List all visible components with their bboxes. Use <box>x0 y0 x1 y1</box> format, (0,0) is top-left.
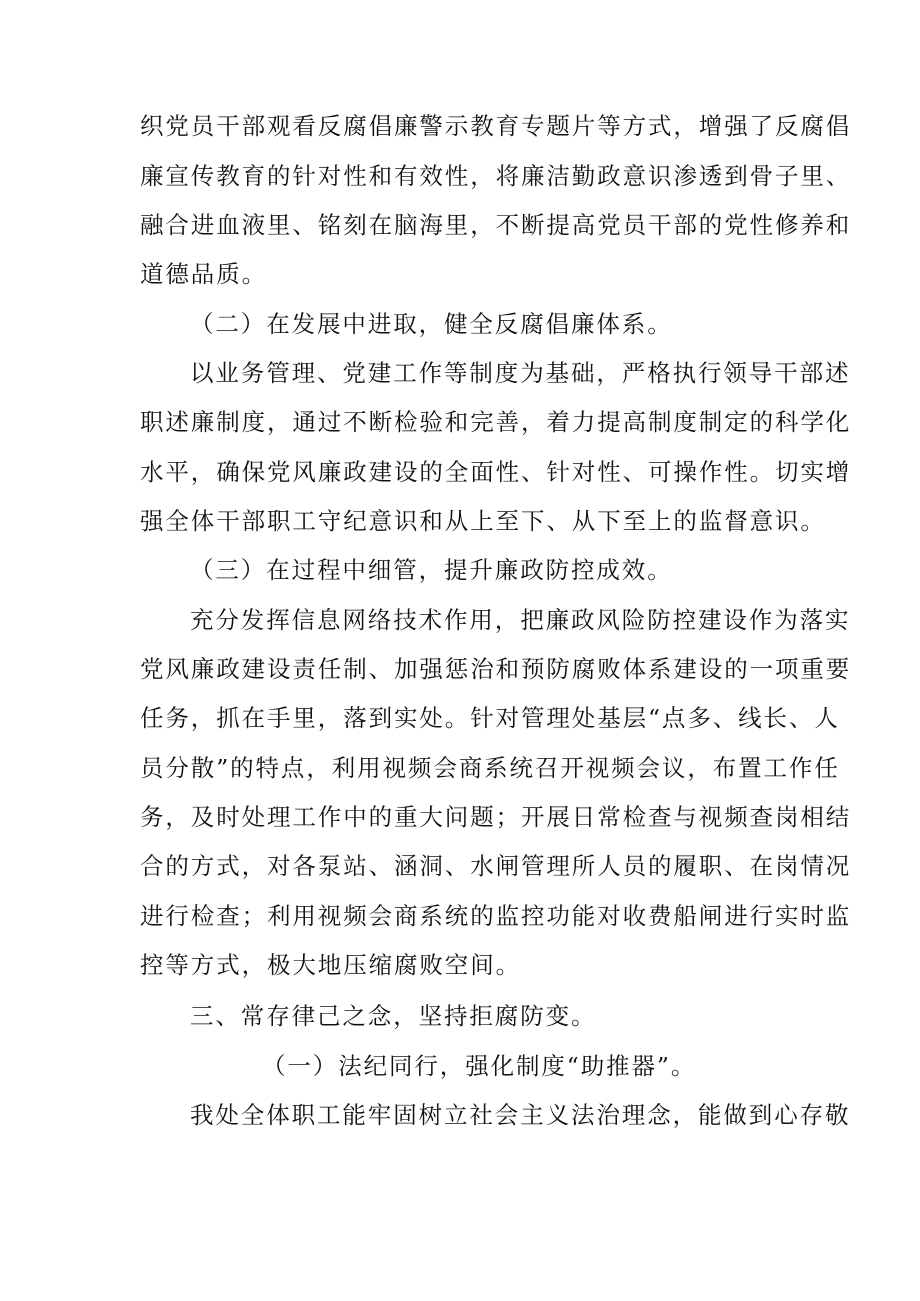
paragraph-line: 融合进血液里、铭刻在脑海里，不断提高党员干部的党性修养和 <box>140 211 852 239</box>
section-heading: （二）在发展中进取，健全反腐倡廉体系。 <box>190 310 673 338</box>
paragraph-line: 道德品质。 <box>140 260 267 288</box>
paragraph-line: 织党员干部观看反腐倡廉警示教育专题片等方式，增强了反腐倡 <box>140 112 852 140</box>
paragraph-line: 控等方式，极大地压缩腐败空间。 <box>140 951 521 979</box>
paragraph-line: 强全体干部职工守纪意识和从上至下、从下至上的监督意识。 <box>140 507 826 535</box>
paragraph-line: 水平，确保党风廉政建设的全面性、针对性、可操作性。切实增 <box>140 458 852 486</box>
paragraph-line: 党风廉政建设责任制、加强惩治和预防腐败体系建设的一项重要 <box>140 655 852 683</box>
section-heading: 三、常存律己之念，坚持拒腐防变。 <box>190 1002 597 1030</box>
paragraph-line: 员分散”的特点，利用视频会商系统召开视频会议，布置工作任 <box>140 754 840 782</box>
paragraph-line: 职述廉制度，通过不断检验和完善，着力提高制度制定的科学化 <box>140 408 852 436</box>
paragraph-line: 合的方式，对各泵站、涵洞、水闸管理所人员的履职、在岗情况 <box>140 852 852 880</box>
paragraph-line: 廉宣传教育的针对性和有效性，将廉洁勤政意识渗透到骨子里、 <box>140 162 852 190</box>
paragraph-line: 任务，抓在手里，落到实处。针对管理处基层“点多、线长、人 <box>140 704 840 732</box>
paragraph-line: 以业务管理、党建工作等制度为基础，严格执行领导干部述 <box>190 359 851 387</box>
section-heading: （三）在过程中细管，提升廉政防控成效。 <box>190 556 673 584</box>
paragraph-line: 充分发挥信息网络技术作用，把廉政风险防控建设作为落实 <box>190 606 851 634</box>
section-heading: （一）法纪同行，强化制度“助推器”。 <box>262 1052 697 1080</box>
paragraph-line: 务，及时处理工作中的重大问题；开展日常检查与视频查岗相结 <box>140 803 852 831</box>
paragraph-line: 进行检查；利用视频会商系统的监控功能对收费船闸进行实时监 <box>140 902 852 930</box>
paragraph-line: 我处全体职工能牢固树立社会主义法治理念，能做到心存敬 <box>190 1101 851 1129</box>
